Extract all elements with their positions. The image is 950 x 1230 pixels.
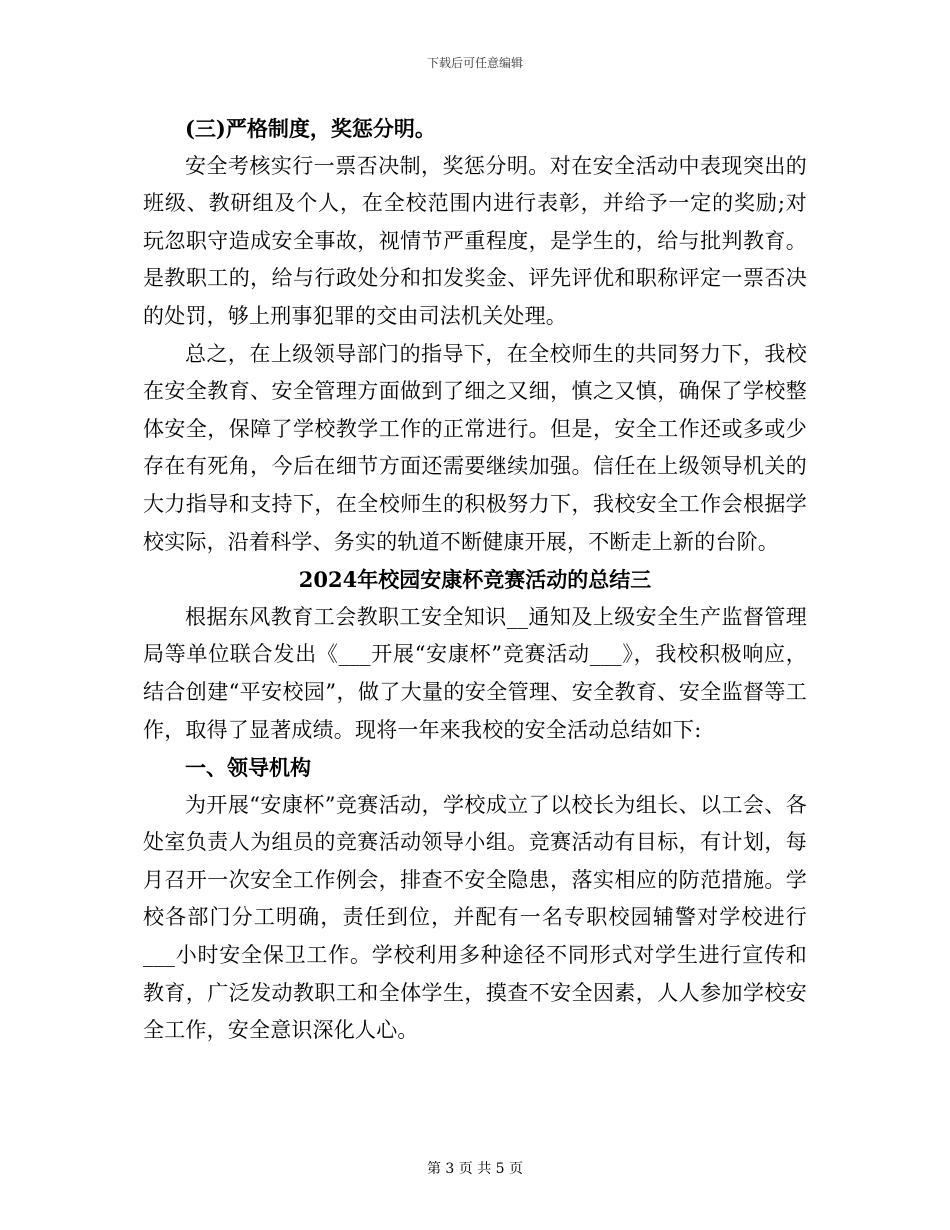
paragraph-conclusion: 总之，在上级领导部门的指导下，在全校师生的共同努力下，我校在安全教育、安全管理方面做到了细之又细，慎之又慎，确保了学校整体安全，保障了学校教学工作的正常进行。但是，安全工作还或多或少存在有死角，今后在细节方面还需要继续加强。信任在上级领导机关的大力指导和支持下，在全校师生的积极努力下，我校安全工作会根据学校实际，沿着科学、务实的轨道不断健康开展，不断走上新的台阶。 [143,341,807,554]
paragraph-leadership: 为开展“安康杯”竞赛活动，学校成立了以校长为组长、以工会、各处室负责人为组员的竞赛活动领导小组。竞赛活动有目标，有计划，每月召开一次安全工作例会，排查不安全隐患，落实相应的防范措施。学校各部门分工明确，责任到位，并配有一名专职校园辅警对学校进行___小时安全保卫工作。学校利用多种途径不同形式对学生进行宣传和教育，广泛发动教职工和全体学生，摸查不安全因素，人人参加学校安全工作，安全意识深化人心。 [143,792,807,1043]
article-title: 2024年校园安康杯竞赛活动的总结三 [298,567,652,593]
section-heading-leadership: 一、领导机构 [185,755,311,781]
page-header-note: 下载后可任意编辑 [426,56,523,70]
paragraph-assessment: 安全考核实行一票否决制，奖惩分明。对在安全活动中表现突出的班级、教研组及个人，在全校范围内进行表彰，并给予一定的奖励;对玩忽职守造成安全事故，视情节严重程度，是学生的，给与批判教育。是教职工的，给与行政处分和扣发奖金、评先评优和职称评定一票否决的处罚，够上刑事犯罪的交由司法机关处理。 [143,153,807,328]
paragraph-intro: 根据东风教育工会教职工安全知识__通知及上级安全生产监督管理局等单位联合发出《___开展“安康杯”竞赛活动___》，我校积极响应，结合创建“平安校园”，做了大量的安全管理、安全教育、安全监督等工作，取得了显著成绩。现将一年来我校的安全活动总结如下: [143,604,807,742]
section-heading-strict-system: (三)严格制度，奖惩分明。 [185,116,436,141]
page-number-footer: 第 3 页 共 5 页 [426,1161,524,1177]
document-body [143,110,807,1050]
